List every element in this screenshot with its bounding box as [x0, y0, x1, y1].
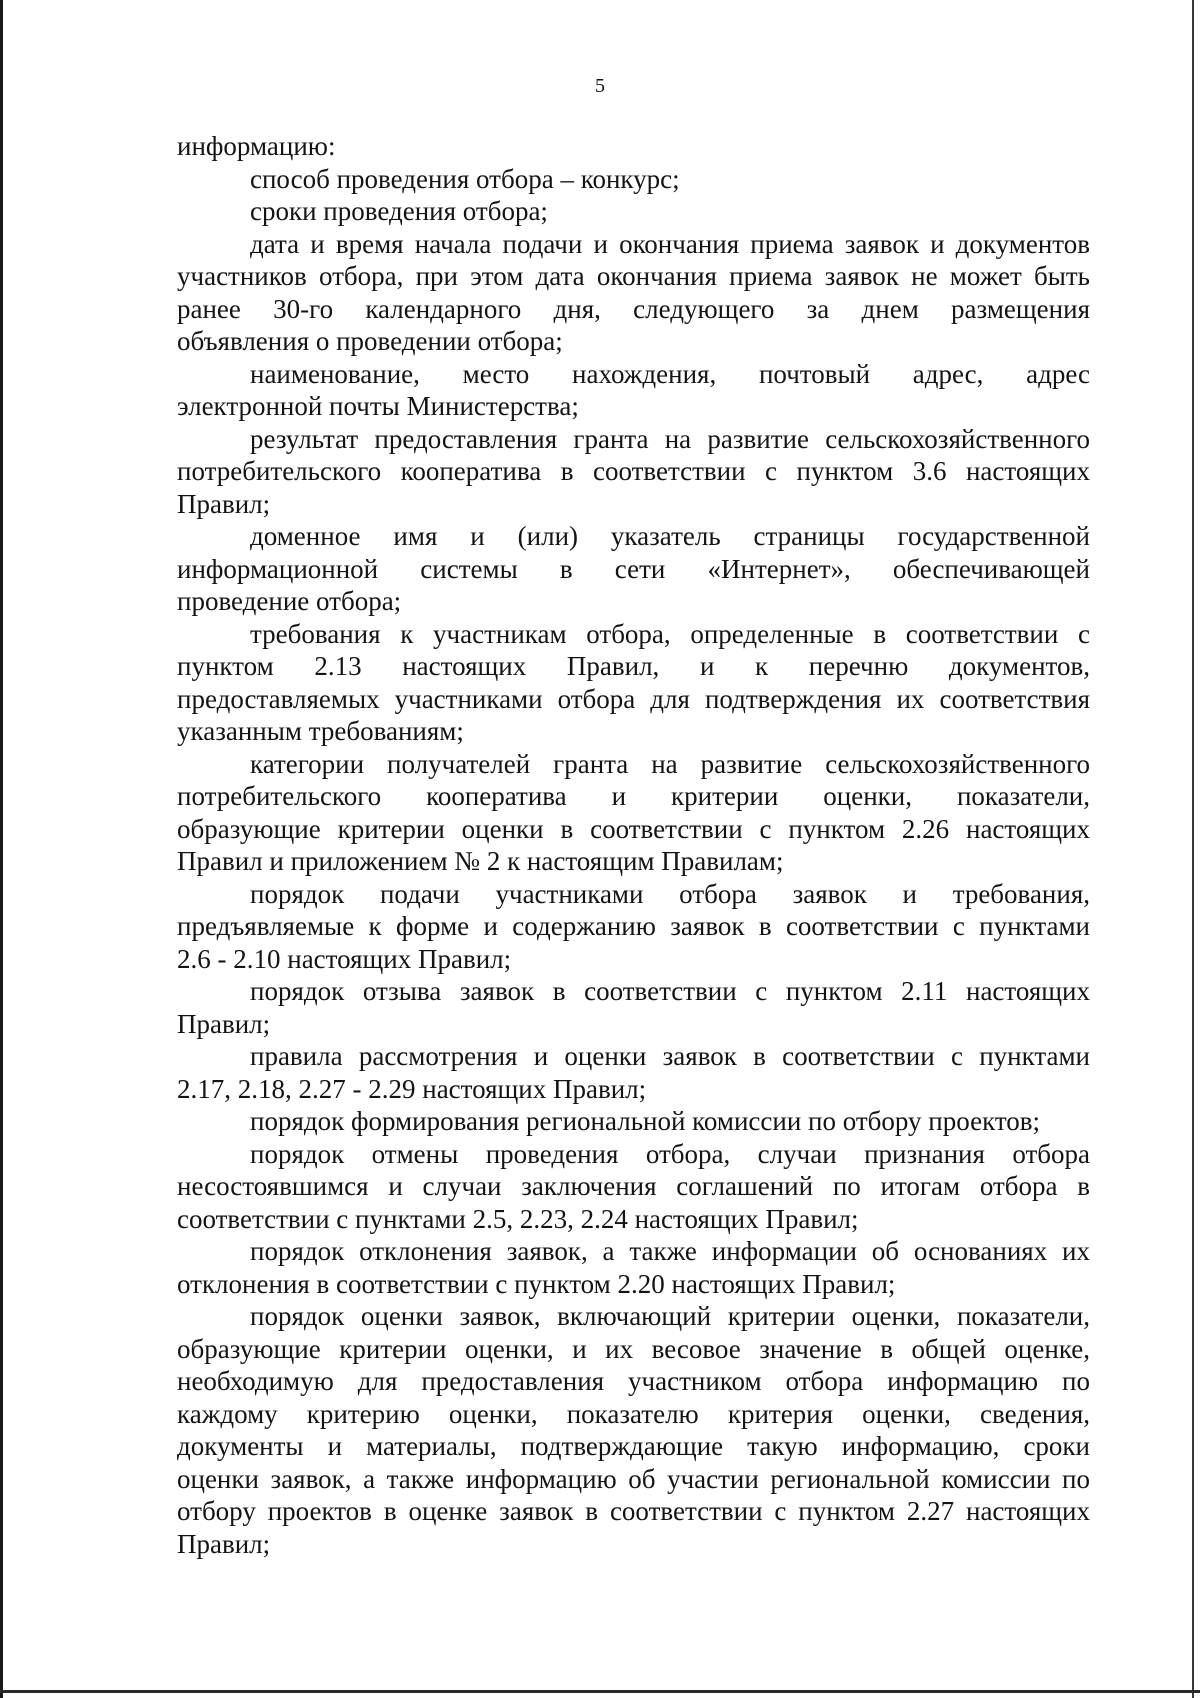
page-number: 5 [595, 75, 605, 97]
text-line: пунктом 2.13 настоящих Правил, и к перечню документов, [177, 651, 1090, 681]
text-line: отбору проектов в оценке заявок в соответствии с пунктом 2.27 настоящих [177, 1496, 1090, 1526]
text-line: указанным требованиям; [177, 716, 464, 746]
text-line: результат предоставления гранта на развитие сельскохозяйственного [250, 423, 1090, 454]
text-line: несостоявшимся и случаи заключения соглашений по итогам отбора в [177, 1171, 1090, 1201]
text-line: порядок оценки заявок, включающий критерии оценки, показатели, [250, 1301, 1090, 1331]
text-line: образующие критерии оценки, и их весовое значение в общей оценке, [177, 1333, 1090, 1364]
text-line: объявления о проведении отбора; [177, 326, 563, 356]
scan-edge-bottom [0, 1690, 1200, 1693]
text-line: предоставляемых участниками отбора для подтверждения их соответствия [177, 683, 1090, 714]
text-line: порядок отзыва заявок в соответствии с пунктом 2.11 настоящих [250, 976, 1090, 1006]
text-line: соответствии с пунктами 2.5, 2.23, 2.24 настоящих Правил; [177, 1203, 859, 1234]
text-line: необходимую для предоставления участником отбора информацию по [177, 1366, 1090, 1396]
text-line: оценки заявок, а также информацию об участии региональной комиссии по [177, 1463, 1090, 1494]
text-line: Правил; [177, 488, 271, 519]
text-line: Правил; [177, 1528, 271, 1559]
text-line: ранее 30-го календарного дня, следующего за днем размещения [177, 293, 1090, 324]
text-line: Правил; [177, 1008, 271, 1039]
text-line: дата и время начала подачи и окончания приема заявок и документов [250, 228, 1090, 259]
scan-edge-left [0, 0, 3, 1698]
text-line: потребительского кооператива в соответствии с пунктом 3.6 настоящих [177, 456, 1090, 486]
text-line: способ проведения отбора – конкурс; [250, 163, 680, 194]
text-line: сроки проведения отбора; [250, 196, 548, 226]
scan-edge-right [1192, 0, 1194, 1698]
text-line: правила рассмотрения и оценки заявок в соответствии с пунктами [250, 1041, 1090, 1071]
text-line: документы и материалы, подтверждающие такую информацию, сроки [177, 1431, 1090, 1461]
text-line: отклонения в соответствии с пунктом 2.20 настоящих Правил; [177, 1268, 896, 1299]
text-line: порядок подачи участниками отбора заявок и требования, [250, 878, 1090, 909]
document-body [177, 130, 1090, 1560]
text-line: потребительского кооператива и критерии оценки, показатели, [177, 781, 1090, 811]
text-line: требования к участникам отбора, определенные в соответствии с [250, 618, 1090, 649]
text-line: порядок отмены проведения отбора, случаи признания отбора [250, 1138, 1090, 1169]
text-line: категории получателей гранта на развитие сельскохозяйственного [250, 748, 1090, 779]
text-line: проведение отбора; [177, 586, 402, 616]
text-line: предъявляемые к форме и содержанию заявок в соответствии с пунктами [177, 911, 1090, 941]
text-line: электронной почты Министерства; [177, 391, 579, 421]
text-line: Правил и приложением № 2 к настоящим Правилам; [177, 846, 784, 876]
text-line: информационной системы в сети «Интернет», обеспечивающей [177, 553, 1090, 584]
text-line: образующие критерии оценки в соответствии с пунктом 2.26 настоящих [177, 813, 1090, 844]
text-line: 2.6 - 2.10 настоящих Правил; [177, 943, 512, 974]
text-line: каждому критерию оценки, показателю критерия оценки, сведения, [177, 1398, 1090, 1429]
text-line: участников отбора, при этом дата окончания приема заявок не может быть [177, 261, 1090, 291]
text-line: доменное имя и (или) указатель страницы государственной [250, 521, 1090, 551]
text-line: 2.17, 2.18, 2.27 - 2.29 настоящих Правил; [177, 1073, 647, 1104]
text-line: информацию: [177, 131, 336, 161]
text-line: порядок формирования региональной комиссии по отбору проектов; [250, 1106, 1041, 1136]
text-line: порядок отклонения заявок, а также информации об основаниях их [250, 1236, 1090, 1266]
text-line: наименование, место нахождения, почтовый адрес, адрес [250, 358, 1090, 389]
